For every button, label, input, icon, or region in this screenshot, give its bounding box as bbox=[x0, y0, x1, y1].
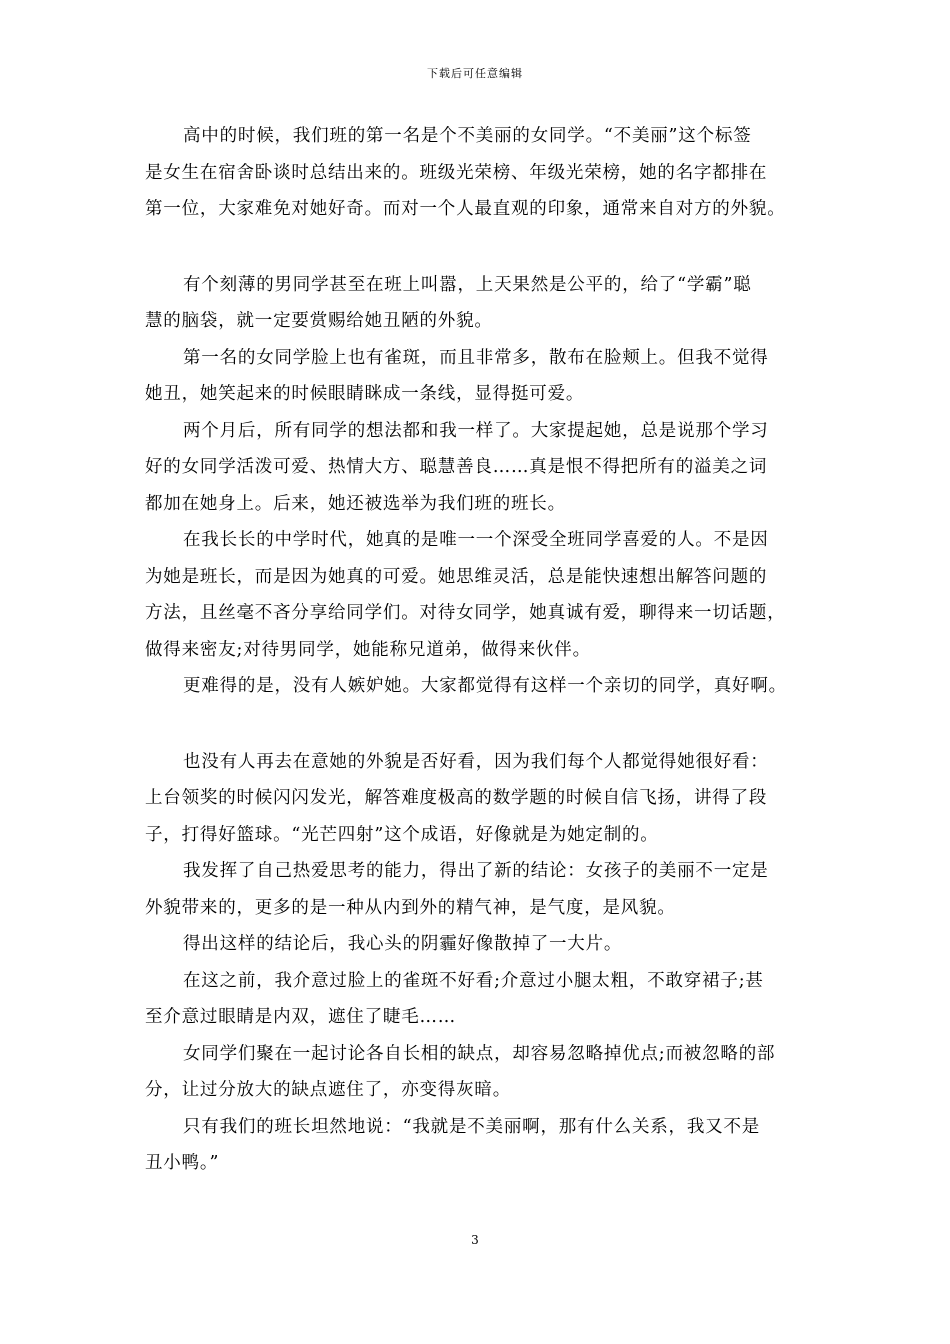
paragraph-line: 至介意过眼睛是内双，遮住了睫毛…… bbox=[145, 1007, 457, 1027]
paragraph-line: 第一名的女同学脸上也有雀斑，而且非常多，散布在脸颊上。但我不觉得 bbox=[183, 347, 769, 368]
paragraph-line: 是女生在宿舍卧谈时总结出来的。班级光荣榜、年级光荣榜，她的名字都排在 bbox=[145, 162, 768, 183]
paragraph-line: 都加在她身上。后来，她还被选举为我们班的班长。 bbox=[145, 493, 566, 514]
paragraph-line: 有个刻薄的男同学甚至在班上叫嚣，上天果然是公平的，给了“学霸”聪 bbox=[183, 274, 752, 295]
paragraph-line: 方法，且丝毫不吝分享给同学们。对待女同学，她真诚有爱，聊得来一切话题， bbox=[145, 603, 786, 623]
paragraph-line: 为她是班长，而是因为她真的可爱。她思维灵活，总是能快速想出解答问题的 bbox=[145, 566, 768, 587]
paragraph-line: 她丑，她笑起来的时候眼睛眯成一条线，显得挺可爱。 bbox=[145, 384, 585, 404]
paragraph-line: 做得来密友;对待男同学，她能称兄道弟，做得来伙伴。 bbox=[145, 639, 591, 660]
paragraph-line: 两个月后，所有同学的想法都和我一样了。大家提起她，总是说那个学习 bbox=[183, 420, 769, 441]
paragraph-line: 分，让过分放大的缺点遮住了，亦变得灰暗。 bbox=[145, 1080, 511, 1100]
paragraph-line: 子，打得好篮球。“光芒四射”这个成语，好像就是为她定制的。 bbox=[145, 824, 659, 845]
page-header: 下载后可任意编辑 bbox=[427, 67, 523, 80]
page-number: 3 bbox=[471, 1233, 479, 1247]
paragraph-line: 慧的脑袋，就一定要赏赐给她丑陋的外貌。 bbox=[145, 311, 493, 331]
paragraph-line: 好的女同学活泼可爱、热情大方、聪慧善良……真是恨不得把所有的溢美之词 bbox=[145, 457, 768, 477]
paragraph-line: 高中的时候，我们班的第一名是个不美丽的女同学。“不美丽”这个标签 bbox=[183, 126, 752, 146]
paragraph-line: 上台领奖的时候闪闪发光，解答难度极高的数学题的时候自信飞扬，讲得了段 bbox=[145, 788, 768, 808]
paragraph-line: 得出这样的结论后，我心头的阴霾好像散掉了一大片。 bbox=[183, 934, 623, 954]
document-body bbox=[145, 118, 821, 1182]
paragraph-line: 外貌带来的，更多的是一种从内到外的精气神，是气度，是风貌。 bbox=[145, 897, 676, 918]
paragraph-line: 也没有人再去在意她的外貌是否好看，因为我们每个人都觉得她很好看： bbox=[183, 751, 769, 772]
paragraph-line: 女同学们聚在一起讨论各自长相的缺点，却容易忽略掉优点;而被忽略的部 bbox=[183, 1043, 776, 1064]
paragraph-line: 在这之前，我介意过脸上的雀斑不好看;介意过小腿太粗，不敢穿裙子;甚 bbox=[183, 970, 764, 991]
paragraph-line: 更难得的是，没有人嫉妒她。大家都觉得有这样一个亲切的同学，真好啊。 bbox=[183, 676, 787, 696]
paragraph-line: 在我长长的中学时代，她真的是唯一一个深受全班同学喜爱的人。不是因 bbox=[183, 530, 769, 550]
paragraph-gap bbox=[145, 705, 821, 744]
paragraph-line: 我发挥了自己热爱思考的能力，得出了新的结论：女孩子的美丽不一定是 bbox=[183, 861, 769, 881]
paragraph-line: 只有我们的班长坦然地说：“我就是不美丽啊，那有什么关系，我又不是 bbox=[183, 1116, 761, 1137]
paragraph-line: 丑小鸭。” bbox=[145, 1153, 220, 1173]
paragraph-gap bbox=[145, 228, 821, 267]
paragraph-line: 第一位，大家难免对她好奇。而对一个人最直观的印象，通常来自对方的外貌。 bbox=[145, 199, 786, 219]
